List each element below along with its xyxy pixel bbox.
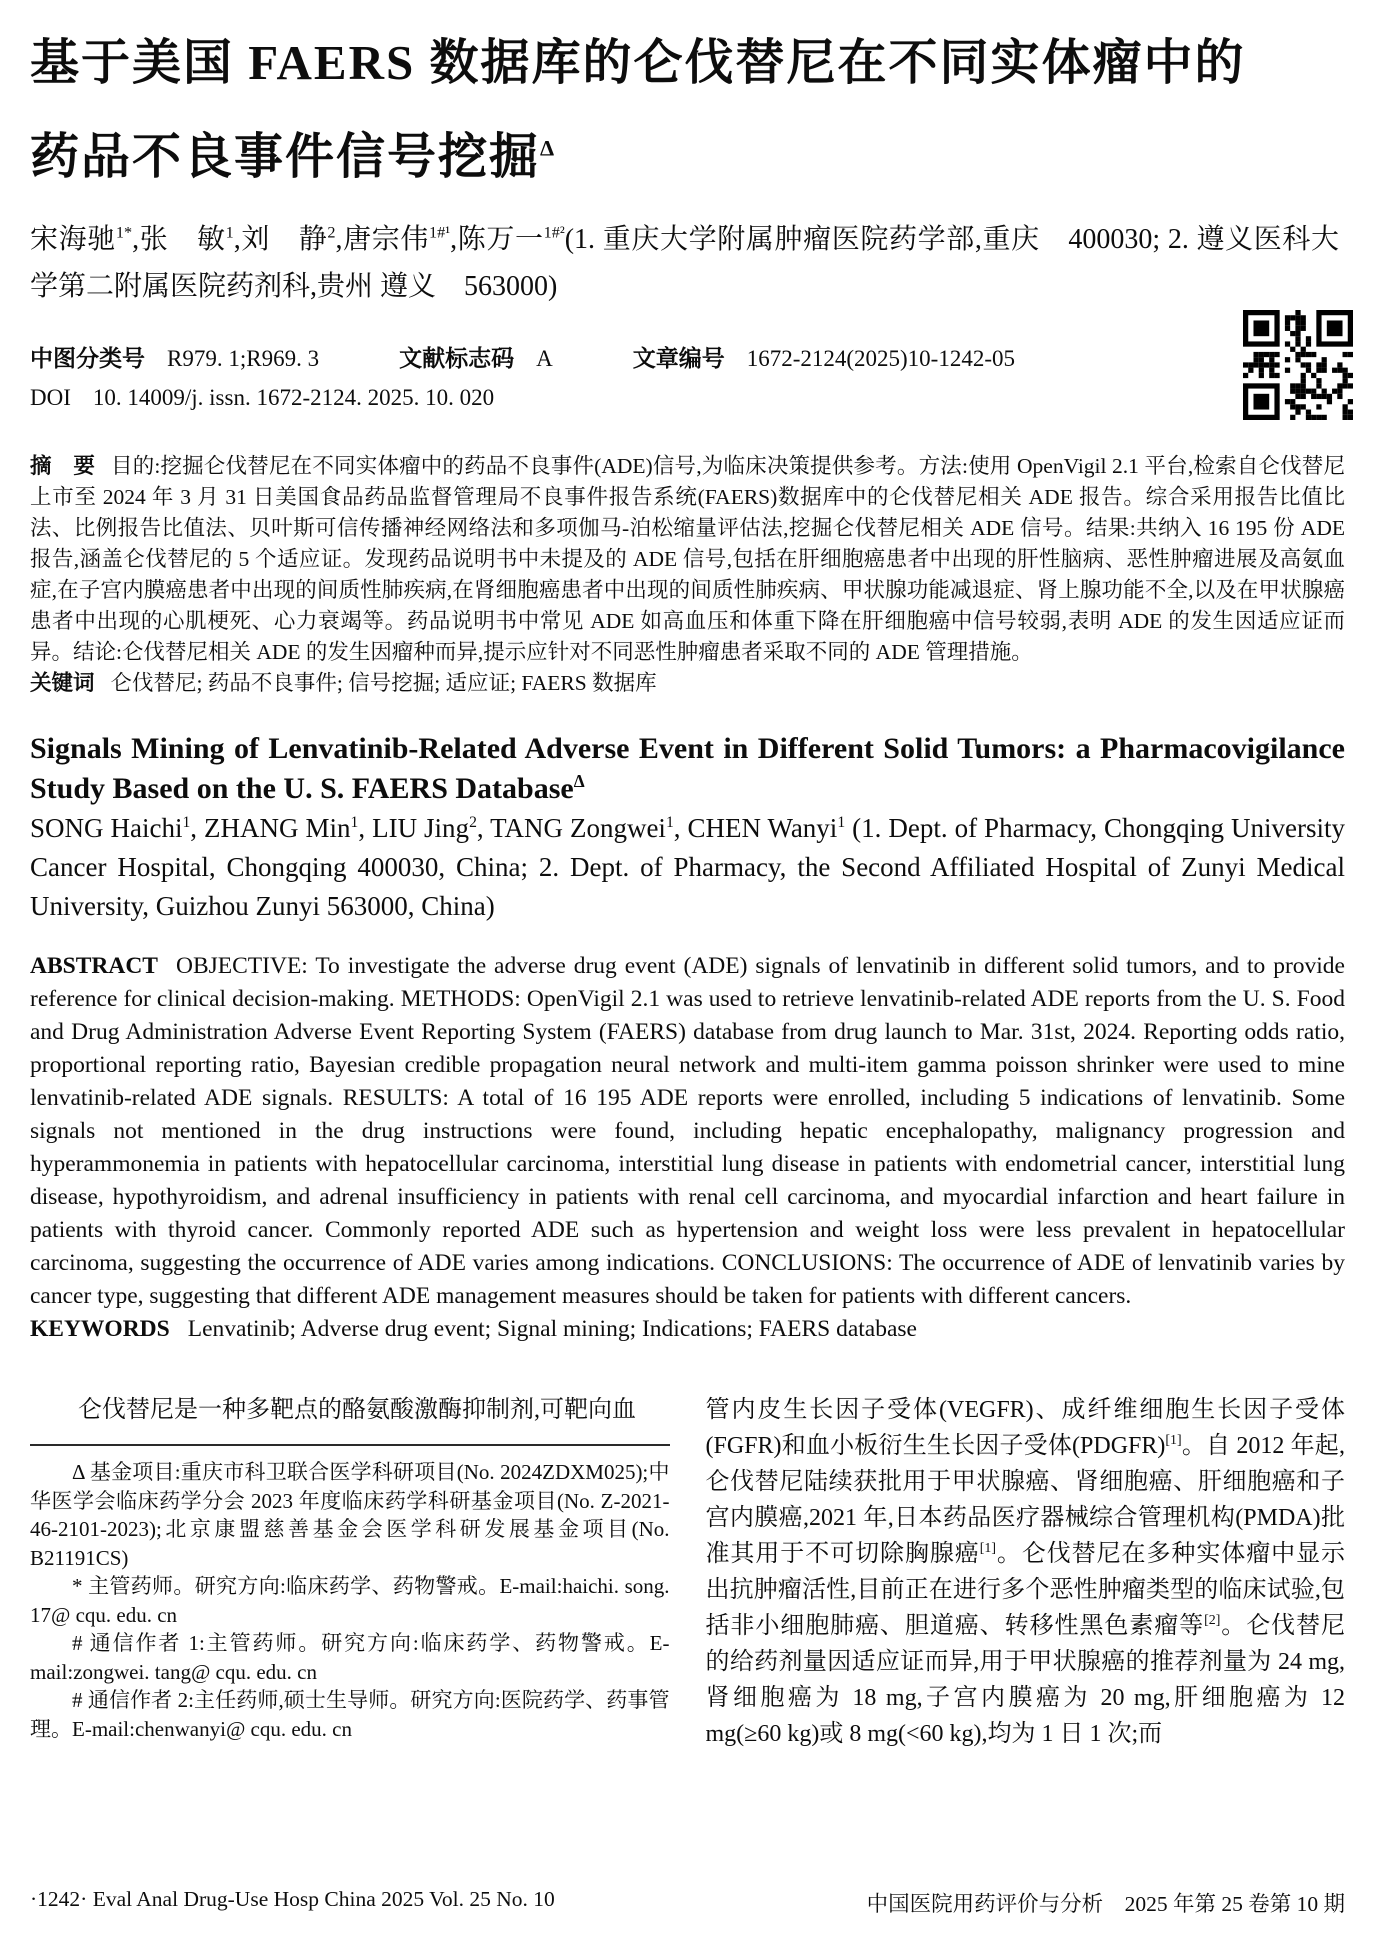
abstract-cn: [30, 451, 1345, 668]
doc-code-value: A: [536, 346, 553, 371]
footnotes: [30, 1458, 670, 1743]
footnote-corresponding-author-1: # 通信作者 1:主管药师。研究方向:临床药学、药物警戒。E-mail:zongwei. tang@ cqu. edu. cn: [30, 1631, 670, 1684]
clc-label: 中图分类号: [30, 345, 145, 371]
keywords-en: [30, 1313, 1345, 1346]
footer-left: ·1242· Eval Anal Drug-Use Hosp China 2025 Vol. 25 No. 10: [30, 1887, 555, 1911]
doc-code-label: 文献标志码: [399, 345, 515, 371]
footnote-corresponding-author-2: # 通信作者 2:主任药师,硕士生导师。研究方向:医院药学、药事管理。E-mail:chenwanyi@ cqu. edu. cn: [30, 1688, 670, 1741]
keywords-en-label: KEYWORDS: [30, 1316, 170, 1342]
footnote-funding: Δ 基金项目:重庆市科卫联合医学科研项目(No. 2024ZDXM025);中华医学会临床药学分会 2023 年度临床药学科研基金项目(No. Z-2021-46-2101-2023);北京康盟慈善基金会医学科研发展基金项目(No. B21191CS): [30, 1460, 670, 1570]
left-column: [30, 1392, 670, 1752]
keywords-cn-text: 仑伐替尼; 药品不良事件; 信号挖掘; 适应证; FAERS 数据库: [110, 671, 657, 695]
abstract-cn-label: 摘 要: [30, 454, 96, 478]
article-title-cn-line2: 药品不良事件信号挖掘: [30, 129, 541, 184]
footnote-first-author: * 主管药师。研究方向:临床药学、药物警戒。E-mail:haichi. song. 17@ cqu. edu. cn: [30, 1574, 670, 1627]
abstract-cn-text: 目的:挖掘仑伐替尼在不同实体瘤中的药品不良事件(ADE)信号,为临床决策提供参考。方法:使用 OpenVigil 2.1 平台,检索自仑伐替尼上市至 2024 年 3 月 31 日美国食品药品监督管理局不良事件报告系统(FAERS)数据库中的仑伐替尼相关 ADE 报告。综合采用报告比值比法、比例报告比值法、贝叶斯可信传播神经网络法和多项伽马-泊松缩量评估法,挖掘仑伐替尼相关 ADE 信号。结果:共纳入 16 195 份 ADE 报告,涵盖仑伐替尼的 5 个适应证。发现药品说明书中未提及的 ADE 信号,包括在肝细胞癌患者中出现的肝性脑病、恶性肿瘤进展及高氨血症,在子宫内膜癌患者中出现的间质性肺疾病,在肾细胞癌患者中出现的间质性肺疾病、甲状腺功能减退症、肾上腺功能不全,以及在甲状腺癌患者中出现的心肌梗死、心力衰竭等。药品说明书中常见 ADE 如高血压和体重下降在肝细胞癌中信号较弱,表明 ADE 的发生因适应证而异。结论:仑伐替尼相关 ADE 的发生因瘤种而异,提示应针对不同恶性肿瘤患者采取不同的 ADE 管理措施。: [30, 454, 1345, 664]
keywords-cn-label: 关键词: [30, 671, 95, 695]
abstract-en-text: OBJECTIVE: To investigate the adverse drug event (ADE) signals of lenvatinib in different solid tumors, and to provide reference for clinical decision-making. METHODS: OpenVigil 2.1 was used to retrieve lenvatinib-related ADE reports from the U. S. Food and Drug Administration Adverse Event Reporting System (FAERS) database from drug launch to Mar. 31st, 2024. Reporting odds ratio, proportional reporting ratio, Bayesian credible propagation neural network and multi-item gamma poisson shrinker were used to mine lenvatinib-related ADE signals. RESULTS: A total of 16 195 ADE reports were enrolled, including 5 indications of lenvatinib. Some signals not mentioned in the drug instructions were found, including hepatic encephalopathy, malignancy progression and hyperammonemia in patients with hepatocellular carcinoma, interstitial lung disease in patients with endometrial cancer, interstitial lung disease, hypothyroidism, and adrenal insufficiency in patients with renal cell carcinoma, and myocardial infarction and heart failure in patients with thyroid cancer. Commonly reported ADE such as hypertension and weight loss were less prevalent in hepatocellular carcinoma, suggesting the occurrence of ADE varies among indications. CONCLUSIONS: The occurrence of ADE of lenvatinib varies by cancer type, suggesting that different ADE management measures should be taken for patients with different cancers.: [30, 953, 1345, 1309]
intro-paragraph: 仑伐替尼是一种多靶点的酪氨酸激酶抑制剂,可靶向血: [78, 1397, 636, 1423]
footer-right: 中国医院用药评价与分析 2025 年第 25 卷第 10 期: [866, 1892, 1345, 1916]
keywords-en-text: Lenvatinib; Adverse drug event; Signal mining; Indications; FAERS database: [187, 1316, 917, 1342]
authors-en: SONG Haichi$^1$, ZHANG Min$^1$, LIU Jing$^2$, TANG Zongwei$^1$, CHEN Wanyi$^1$ (1. Dept. of Pharmacy, Chongqing University Cancer Hospital, Chongqing 400030, China; 2. Dept. of Pharmacy, the Second Affiliated Hospital of Zunyi Medical University, Guizhou Zunyi 563000, China): [30, 813, 1345, 921]
doi-label: DOI: [30, 385, 71, 410]
article-title-en: [30, 729, 1345, 809]
article-no-value: 1672-2124(2025)10-1242-05: [746, 346, 1015, 371]
abstract-en-label: ABSTRACT: [30, 953, 158, 979]
body-columns: [30, 1392, 1345, 1752]
article-title-cn-line1: 基于美国 FAERS 数据库的仑伐替尼在不同实体瘤中的: [30, 35, 1246, 90]
authors-cn: 宋海驰$^{1*}$,张 敏$^1$,刘 静$^2$,唐宗伟$^{1\#^1}$,陈万一$^{1\#^2}$(1. 重庆大学附属肿瘤医院药学部,重庆 400030; 2. 遵义医科大学第二附属医院药剂科,贵州 遵义 563000): [30, 223, 1339, 302]
body-paragraph: 管内皮生长因子受体(VEGFR)、成纤维细胞生长因子受体(FGFR)和血小板衍生生长因子受体(PDGFR)[1]。自 2012 年起,仑伐替尼陆续获批用于甲状腺癌、肾细胞癌、肝细胞癌和子宫内膜癌,2021 年,日本药品医疗器械综合管理机构(PMDA)批准其用于不可切除胸腺癌[1]。仑伐替尼在多种实体瘤中显示出抗肿瘤活性,目前正在进行多个恶性肿瘤类型的临床试验,包括非小细胞肺癌、胆道癌、转移性黑色素瘤等[2]。仑伐替尼的给药剂量因适应证而异,用于甲状腺癌的推荐剂量为 24 mg,肾细胞癌为 18 mg,子宫内膜癌为 20 mg,肝细胞癌为 12 mg(≥60 kg)或 8 mg(<60 kg),均为 1 日 1 次;而: [705, 1397, 1346, 1747]
page-footer: [30, 1887, 1345, 1918]
doi-value: 10. 14009/j. issn. 1672-2124. 2025. 10. 020: [92, 385, 495, 410]
qr-code: [1243, 310, 1353, 420]
article-title-en-text: Signals Mining of Lenvatinib-Related Adverse Event in Different Solid Tumors: a Pharmacovigilance Study Based on the U. S. FAERS Database: [30, 732, 1345, 805]
title-funding-mark: Δ: [540, 135, 557, 161]
right-column: [706, 1392, 1346, 1752]
article-no-label: 文章编号: [632, 345, 725, 371]
footnote-divider: [30, 1444, 670, 1446]
clc-value: R979. 1;R969. 3: [167, 346, 320, 371]
title-en-funding-mark: Δ: [573, 771, 585, 791]
abstract-en: [30, 950, 1345, 1313]
doi-line: [30, 385, 1345, 411]
article-title-cn: [30, 16, 1345, 204]
keywords-cn: [30, 668, 1345, 699]
classification-line: [30, 340, 1345, 373]
